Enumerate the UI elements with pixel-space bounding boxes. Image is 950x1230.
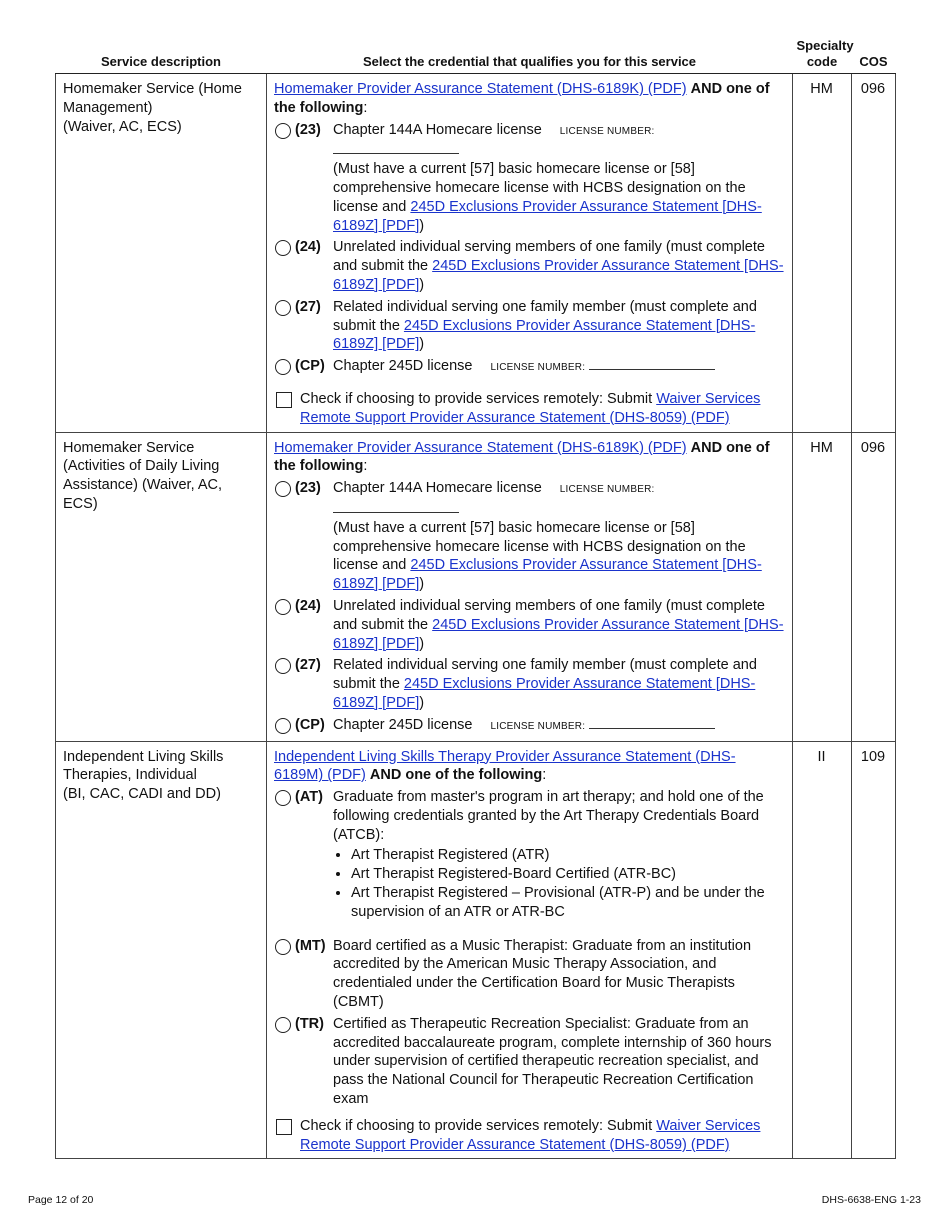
assurance-statement-link[interactable]: Homemaker Provider Assurance Statement (DHS-6189K) (PDF)	[274, 439, 687, 456]
service-description	[56, 741, 267, 1159]
radio-button[interactable]	[275, 790, 291, 806]
option-24: (24) Unrelated individual serving members of one family (must complete and submit the 245D Exclusions Provider Assurance Statement [DHS-6189Z] [PDF])	[274, 238, 784, 294]
exclusions-statement-link[interactable]: 245D Exclusions Provider Assurance Statement [DHS-6189Z] [PDF]	[333, 258, 784, 293]
assurance-statement-link[interactable]: Homemaker Provider Assurance Statement (DHS-6189K) (PDF)	[274, 81, 687, 97]
radio-button[interactable]	[275, 240, 291, 256]
specialty-code: HM	[793, 74, 852, 433]
service-name: Homemaker Service (Activities of Daily Living Assistance) (Waiver, AC, ECS)	[63, 439, 223, 512]
header-cos: COS	[852, 38, 896, 74]
credential-cell	[267, 741, 793, 1159]
credential-cell	[267, 432, 793, 741]
credential-intro: Independent Living Skills Therapy Provider Assurance Statement (DHS-6189M) (PDF) AND one of the following:	[274, 748, 736, 784]
service-name: Independent Living Skills Therapies, Individual	[63, 748, 224, 784]
option-code: (CP)	[295, 716, 325, 733]
intro-bold: AND one of the following	[274, 439, 770, 475]
cos-code: 096	[852, 74, 896, 433]
license-number-input[interactable]	[589, 357, 715, 370]
license-number-input[interactable]	[589, 716, 715, 729]
exclusions-statement-link[interactable]: 245D Exclusions Provider Assurance Statement [DHS-6189Z] [PDF]	[333, 557, 762, 593]
page-number: Page 12 of 20	[28, 1194, 94, 1206]
option-code: (AT)	[295, 789, 323, 806]
credential-intro: Homemaker Provider Assurance Statement (DHS-6189K) (PDF) AND one of the following:	[274, 81, 770, 116]
table-row	[56, 74, 896, 433]
option-27: (27) Related individual serving one family member (must complete and submit the 245D Exclusions Provider Assurance Statement [DHS-6189Z] [PDF])	[274, 656, 784, 712]
intro-bold: AND one of the following	[274, 81, 770, 116]
cos-code: 109	[852, 741, 896, 1159]
license-number-label: LICENSE NUMBER:	[559, 484, 655, 496]
header-service-description: Service description	[56, 38, 267, 74]
option-24: (24) Unrelated individual serving members of one family (must complete and submit the 245D Exclusions Provider Assurance Statement [DHS-6189Z] [PDF])	[274, 597, 784, 653]
remote-option: Check if choosing to provide services remotely: Submit Waiver Services Remote Support Provider Assurance Statement (DHS-8059) (PDF)	[274, 1117, 784, 1155]
radio-button[interactable]	[275, 658, 291, 674]
radio-button[interactable]	[275, 1017, 291, 1033]
license-number-label: LICENSE NUMBER:	[559, 125, 655, 137]
list-item: • Art Therapist Registered (ATR)	[351, 846, 784, 865]
option-23: (23) Chapter 144A Homecare license LICENSE NUMBER: (Must have a current [57] basic homecare license or [58] comprehensive homecare license with HCBS designation on the license and 245D Exclusions Provider Assurance Statement [DHS-6189Z] [PDF])	[274, 479, 784, 594]
option-code: (27)	[295, 298, 321, 315]
radio-button[interactable]	[275, 939, 291, 955]
option-cp: (CP) Chapter 245D license LICENSE NUMBER:	[274, 357, 784, 378]
remote-support-statement-link[interactable]: Waiver Services Remote Support Provider Assurance Statement (DHS-8059) (PDF)	[300, 390, 761, 426]
option-27: (27) Related individual serving one family member (must complete and submit the 245D Exclusions Provider Assurance Statement [DHS-6189Z] [PDF])	[274, 298, 784, 354]
radio-button[interactable]	[275, 599, 291, 615]
service-description	[56, 74, 267, 433]
option-code: (MT)	[295, 937, 326, 954]
remote-checkbox[interactable]	[276, 1119, 292, 1135]
service-programs: (Waiver, AC, ECS)	[63, 118, 182, 135]
header-specialty-code: Specialty code	[793, 38, 852, 74]
exclusions-statement-link[interactable]: 245D Exclusions Provider Assurance Statement [DHS-6189Z] [PDF]	[333, 616, 784, 652]
service-description	[56, 432, 267, 741]
radio-button[interactable]	[275, 718, 291, 734]
option-code: (24)	[295, 239, 321, 256]
specialty-code: II	[793, 741, 852, 1159]
header-credential: Select the credential that qualifies you for this service	[267, 38, 793, 74]
radio-button[interactable]	[275, 481, 291, 497]
license-number-label: LICENSE NUMBER:	[490, 720, 586, 732]
cos-code: 096	[852, 432, 896, 741]
option-code: (24)	[295, 597, 321, 614]
option-code: (CP)	[295, 358, 325, 375]
service-programs: (BI, CAC, CADI and DD)	[63, 786, 221, 803]
table-row	[56, 741, 896, 1159]
list-item: • Art Therapist Registered-Board Certified (ATR-BC)	[351, 865, 784, 884]
credential-cell	[267, 74, 793, 433]
license-number-input[interactable]	[333, 141, 459, 154]
radio-button[interactable]	[275, 300, 291, 316]
service-name: Homemaker Service (Home Management)	[63, 81, 242, 116]
option-23: (23) Chapter 144A Homecare license LICENSE NUMBER: (Must have a current [57] basic homecare license or [58] comprehensive homecare license with HCBS designation on the license and 245D Exclusions Provider Assurance Statement [DHS-6189Z] [PDF])	[274, 121, 784, 236]
exclusions-statement-link[interactable]: 245D Exclusions Provider Assurance Statement [DHS-6189Z] [PDF]	[333, 317, 756, 353]
table-row	[56, 432, 896, 741]
radio-button[interactable]	[275, 123, 291, 139]
option-at: (AT) Graduate from master's program in art therapy; and hold one of the following credentials granted by the Art Therapy Credentials Board (ATCB): • Art Therapist Registered (ATR) • Art Therapist Registered-Board Certified (ATR-BC) • Art Therapist Registered – Provisional (ATR-P) and be under the supervision of an ATR or ATR-BC	[274, 788, 784, 922]
specialty-code: HM	[793, 432, 852, 741]
option-code: (23)	[295, 121, 321, 138]
remote-support-statement-link[interactable]: Waiver Services Remote Support Provider Assurance Statement (DHS-8059) (PDF)	[300, 1117, 761, 1153]
assurance-statement-link[interactable]: Independent Living Skills Therapy Provider Assurance Statement (DHS-6189M) (PDF)	[274, 748, 736, 784]
option-tr: (TR) Certified as Therapeutic Recreation Specialist: Graduate from an accredited baccalaureate program, complete internship of 360 hours under supervision of certified therapeutic recreation specialist, and pass the National Council for Therapeutic Recreation Certification exam	[274, 1015, 784, 1109]
exclusions-statement-link[interactable]: 245D Exclusions Provider Assurance Statement [DHS-6189Z] [PDF]	[333, 676, 756, 711]
option-code: (TR)	[295, 1015, 324, 1032]
license-number-label: LICENSE NUMBER:	[490, 362, 586, 374]
option-mt: (MT) Board certified as a Music Therapist: Graduate from an institution accredited by the American Music Therapy Association, and credentialed under the Certification Board for Music Therapists (CBMT)	[274, 937, 784, 1012]
table-header-row	[56, 38, 896, 74]
credential-table	[55, 38, 896, 1159]
remote-checkbox[interactable]	[276, 392, 292, 408]
form-page	[55, 38, 895, 1159]
option-code: (23)	[295, 480, 321, 497]
credential-intro: Homemaker Provider Assurance Statement (DHS-6189K) (PDF) AND one of the following:	[274, 439, 770, 475]
license-number-input[interactable]	[333, 500, 459, 513]
credential-bullet-list	[333, 846, 784, 921]
form-id: DHS-6638-ENG 1-23	[821, 1194, 921, 1206]
remote-option: Check if choosing to provide services remotely: Submit Waiver Services Remote Support Provider Assurance Statement (DHS-8059) (PDF)	[274, 390, 784, 428]
intro-bold: AND one of the following	[369, 767, 543, 784]
option-cp: (CP) Chapter 245D license LICENSE NUMBER:	[274, 716, 784, 737]
radio-button[interactable]	[275, 359, 291, 375]
list-item: • Art Therapist Registered – Provisional (ATR-P) and be under the supervision of an ATR or ATR-BC	[351, 884, 784, 922]
option-code: (27)	[295, 657, 321, 674]
exclusions-statement-link[interactable]: 245D Exclusions Provider Assurance Statement [DHS-6189Z] [PDF]	[333, 198, 762, 234]
